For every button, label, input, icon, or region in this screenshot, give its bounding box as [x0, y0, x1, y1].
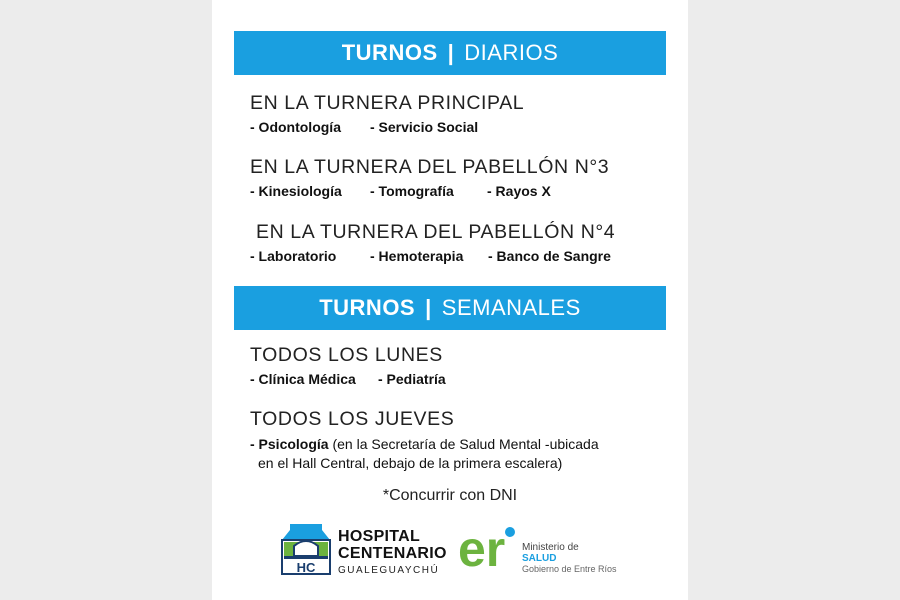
heading-lunes: TODOS LOS LUNES	[250, 344, 443, 366]
note-line-1: (en la Secretaría de Salud Mental -ubicada	[328, 436, 599, 452]
banner-weekly	[234, 286, 666, 330]
heading-pabellon-4: EN LA TURNERA DEL PABELLÓN N°4	[256, 221, 616, 243]
ministry-logo	[458, 522, 658, 578]
note-psicologia	[250, 435, 599, 473]
item-psicologia: - Psicología	[250, 436, 329, 452]
banner-weekly-separator: |	[425, 295, 432, 320]
item-laboratorio: - Laboratorio	[250, 248, 337, 264]
ministry-line-1: Ministerio de	[522, 542, 579, 553]
hospital-line-2: CENTENARIO	[338, 545, 447, 562]
hospital-initials: HC	[296, 560, 316, 575]
banner-daily	[234, 31, 666, 75]
dni-note: *Concurrir con DNI	[382, 487, 518, 504]
flyer	[212, 0, 688, 600]
banner-daily-bold: TURNOS	[341, 40, 438, 65]
hospital-logo	[280, 520, 460, 576]
item-banco-de-sangre: - Banco de Sangre	[488, 248, 611, 264]
item-odontologia: - Odontología	[250, 119, 341, 135]
hospital-line-1: HOSPITAL	[338, 528, 421, 545]
banner-weekly-light: SEMANALES	[441, 295, 581, 320]
item-hemoterapia: - Hemoterapia	[370, 248, 464, 264]
heading-jueves: TODOS LOS JUEVES	[250, 408, 455, 430]
heading-turnera-principal: EN LA TURNERA PRINCIPAL	[250, 92, 525, 114]
banner-weekly-bold: TURNOS	[319, 295, 416, 320]
heading-pabellon-3: EN LA TURNERA DEL PABELLÓN N°3	[250, 156, 610, 178]
item-tomografia: - Tomografía	[370, 183, 454, 199]
ministry-mark: er	[458, 522, 506, 576]
er-logo-icon	[458, 522, 520, 576]
item-kinesiologia: - Kinesiología	[250, 183, 342, 199]
banner-daily-separator: |	[447, 40, 455, 65]
item-pediatria: - Pediatría	[378, 371, 446, 387]
hospital-building-icon	[280, 520, 332, 576]
item-rayos-x: - Rayos X	[487, 183, 551, 199]
banner-daily-light: DIARIOS	[464, 40, 559, 65]
hospital-name	[338, 528, 447, 579]
note-line-2: en el Hall Central, debajo de la primera escalera)	[258, 455, 563, 471]
ministry-line-3: Gobierno de Entre Ríos	[522, 564, 617, 574]
item-clinica-medica: - Clínica Médica	[250, 371, 356, 387]
ministry-line-2: SALUD	[522, 553, 557, 564]
ministry-name	[522, 542, 617, 575]
hospital-city: GUALEGUAYCHÚ	[338, 565, 440, 576]
item-servicio-social: - Servicio Social	[370, 119, 479, 135]
